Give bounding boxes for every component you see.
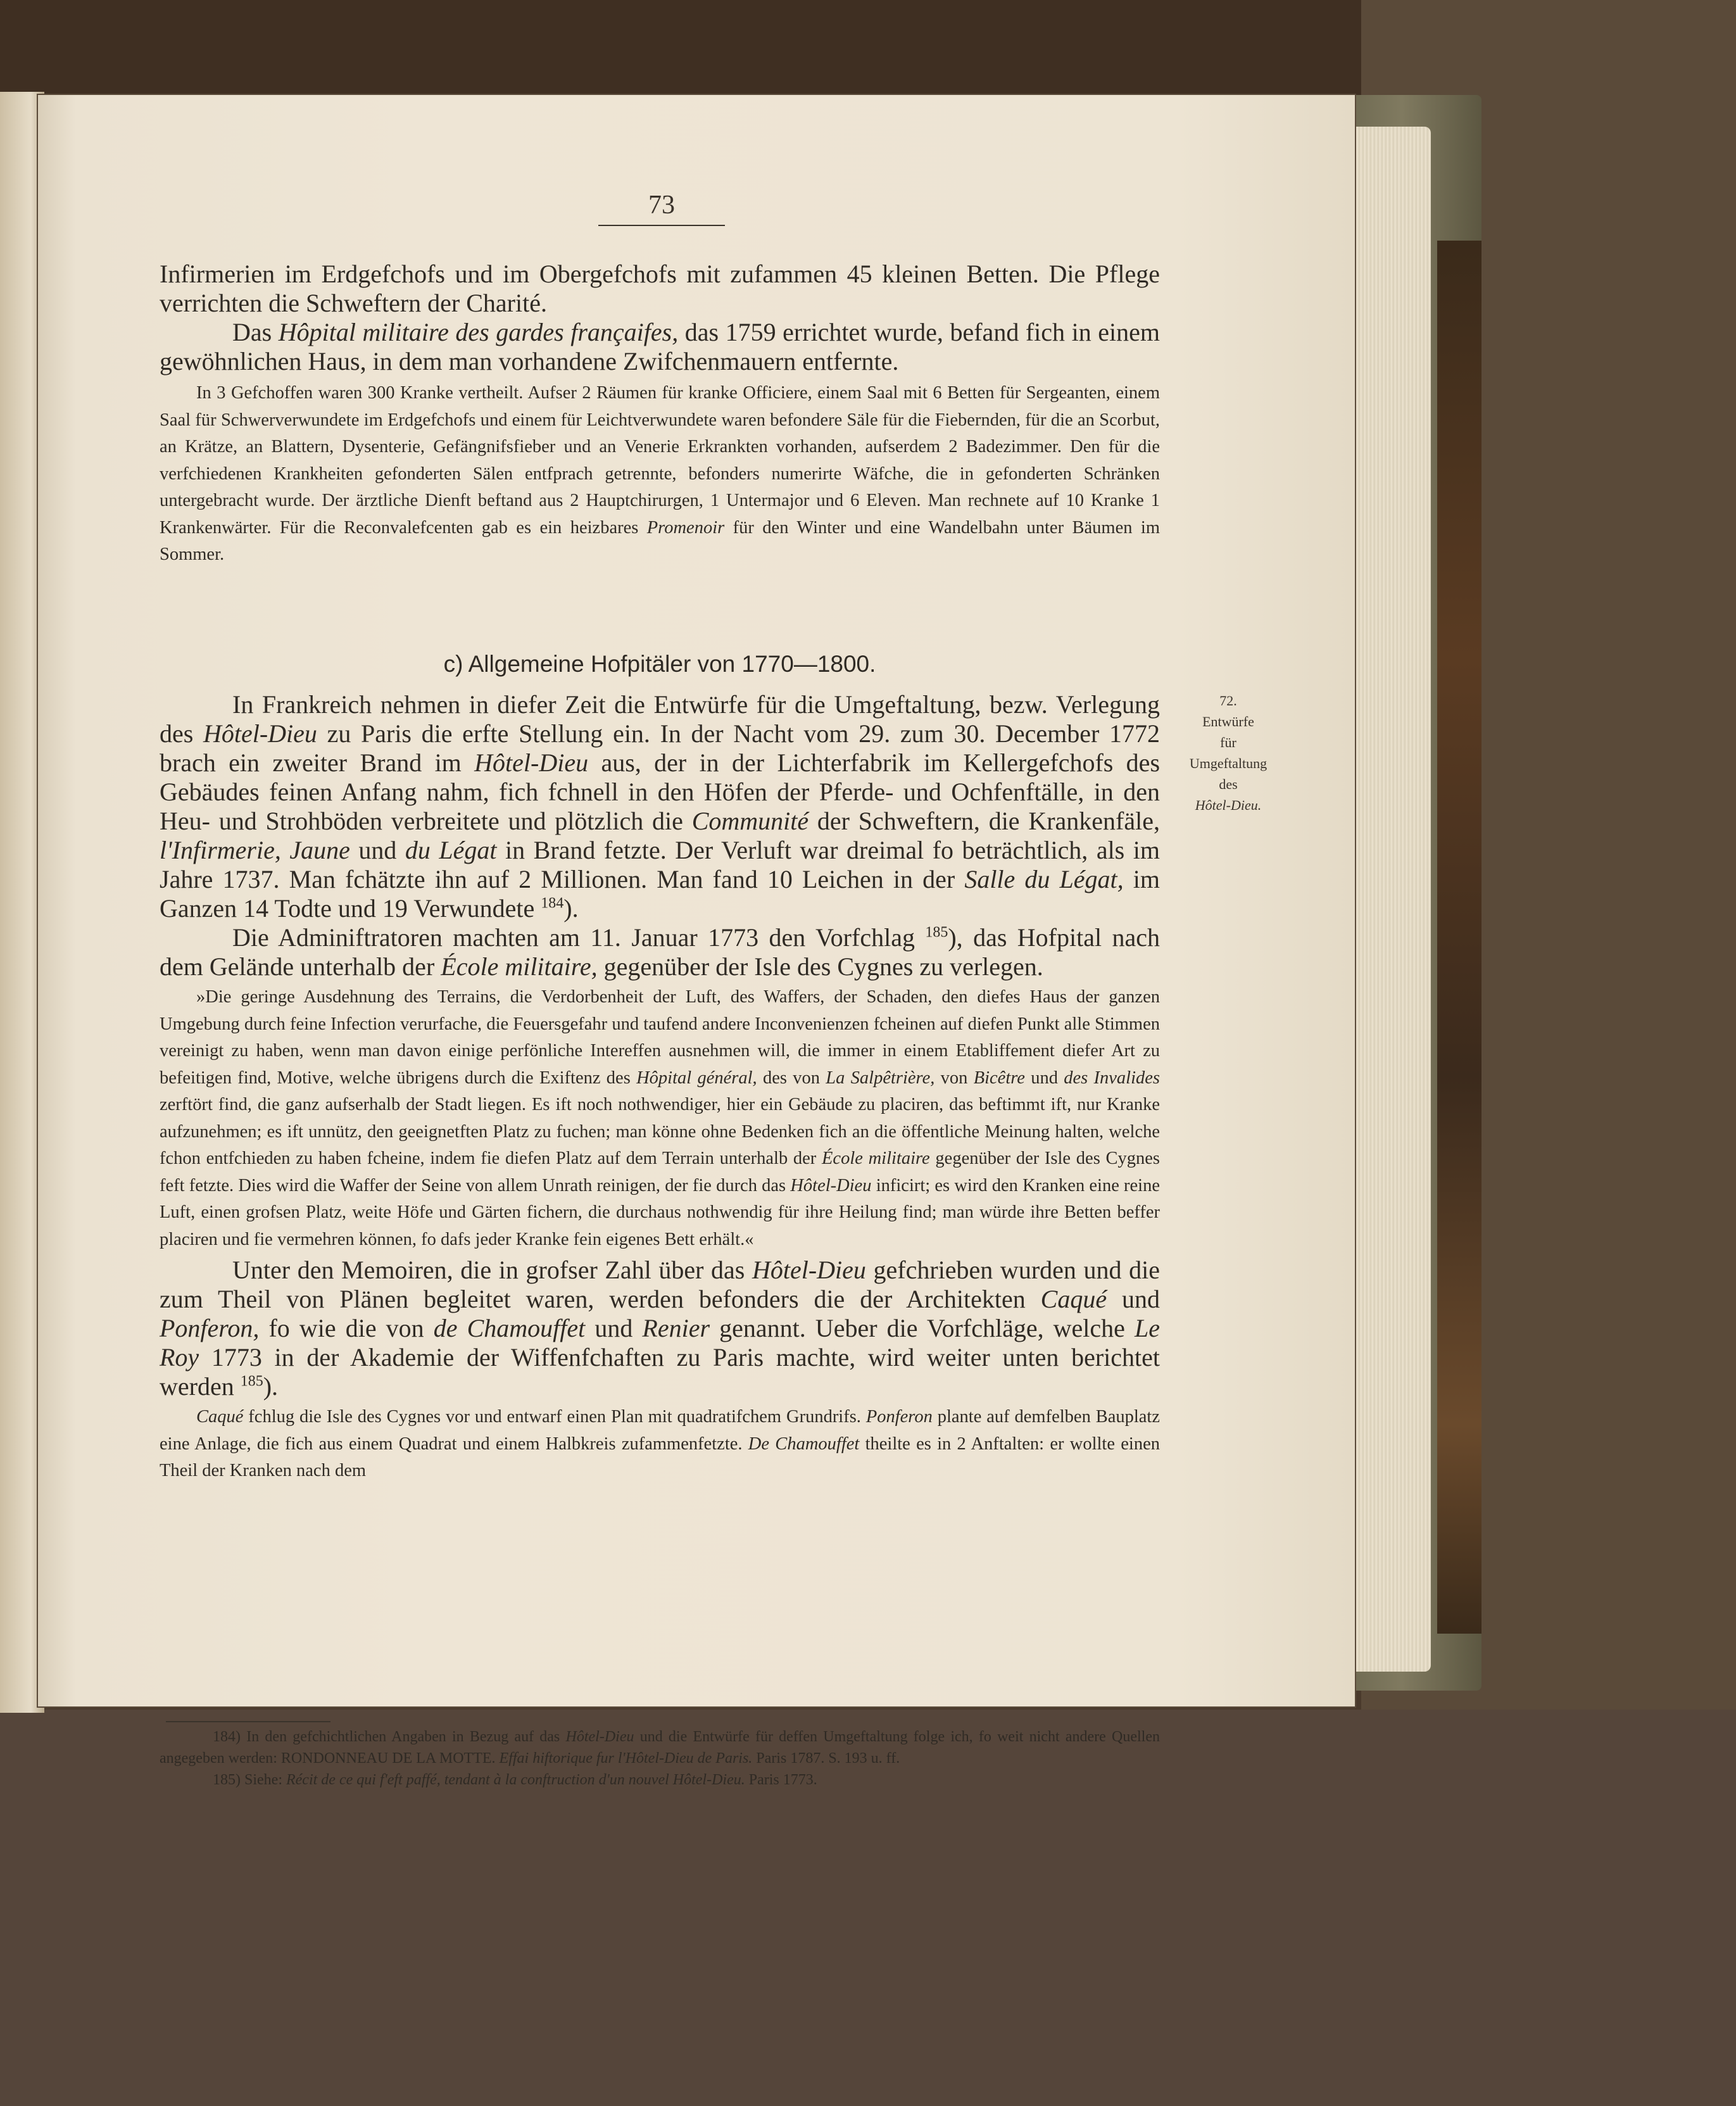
text-run: und	[1107, 1285, 1160, 1313]
small-paragraph-1-italic: Promenoir	[646, 517, 725, 538]
text-run: fchlug die Isle des Cygnes vor und entwarf einen Plan mit quadratifchem Grundrifs.	[243, 1407, 866, 1427]
footnote-ref: 184	[541, 895, 564, 912]
marginal-line: Entwürfe	[1202, 714, 1254, 729]
text-run: und	[1024, 1068, 1064, 1088]
page-number-rule	[598, 225, 725, 226]
small-paragraph-1-text: In 3 Gefchoffen waren 300 Kranke vertheilt. Aufser 2 Räumen für kranke Officiere, einem Saal mit 6 Betten für Sergeanten, einem Saal für Schwerverwundete im Erdgefchofs und einem für Leichtverwundete waren befondere Säle für die Fiebernden, für die an Scorbut, an Krätze, an Blattern, Dysenterie, Gefängnifsfieber und an Venerie Erkrankten vorhanden, aufserdem 2 Badezimmer. Den für die verfchiedenen Krankheiten gefonderten Sälen entfprach getrennte, befonders numerirte Wäfche, die in gefonderten Schränken untergebracht wurde. Der ärztliche Dienft beftand aus 2 Hauptchirurgen, 1 Untermajor und 6 Eleven. Man rechnete auf 10 Kranke 1 Krankenwärter. Für die Reconvalefcenten gab es ein heizbares	[160, 383, 1160, 538]
footnote-ref: 185	[925, 924, 948, 941]
text-run: fo wie die von	[259, 1314, 434, 1342]
italic-run: du Légat	[405, 836, 497, 864]
page-number: 73	[648, 191, 675, 220]
text-run: 184) In den gefchichtlichen Angaben in Bezug auf das	[213, 1729, 566, 1745]
text-run: zu Paris die erfte Stellung ein. In der Nacht vom 29. zum 30. December 1772 brach ein zweiter Brand im	[160, 719, 1160, 777]
text-run: plante auf demfelben Bauplatz eine Anlage, die fich aus einem Quadrat und einem Halbkreis zufammenfetzte.	[160, 1407, 1160, 1454]
italic-run: Hôtel-Dieu	[752, 1256, 866, 1284]
italic-run: Récit de ce qui f'eft paffé, tendant à la conftruction d'un nouvel Hôtel-Dieu.	[286, 1772, 745, 1788]
text-run: ), das Hofpital nach dem Gelände unterhalb der	[160, 923, 1160, 981]
italic-run: Ponferon,	[160, 1314, 260, 1342]
text-run: 1773 in der Akademie der Wiffenfchaften zu Paris machte, wird weiter unten berichtet werden	[160, 1343, 1160, 1401]
footnote-ref: 185	[240, 1373, 263, 1390]
footnote-rule	[166, 1721, 330, 1722]
italic-run: Ponferon	[865, 1407, 933, 1427]
text-run: und die Entwürfe für deffen Umgeftaltung folge ich, fo weit nicht andere Quellen angegeben werden: RONDONNEAU DE LA MOTTE.	[160, 1729, 1160, 1767]
text-block-top	[160, 260, 1160, 569]
italic-run: École militaire,	[441, 952, 598, 981]
italic-run: des Invalides	[1064, 1068, 1160, 1088]
text-run: aus, der in der Lichterfabrik im Kellergefchofs des Gebäudes feinen Anfang nahm, fich fchnell in den Höfen der Pferde- und Ochfenftälle, in den Heu- und Strohböden verbreitete und plötzlich die	[160, 748, 1160, 835]
italic-run: Hôtel-Dieu	[790, 1175, 872, 1195]
italic-run: Hôtel-Dieu	[565, 1729, 634, 1745]
marginal-line: des	[1219, 776, 1238, 792]
text-run: ).	[563, 894, 579, 923]
marginal-line: Hôtel-Dieu.	[1195, 797, 1262, 813]
text-run: der Schweftern, die Krankenfäle,	[808, 807, 1160, 835]
footnote-185	[160, 1769, 1160, 1791]
text-run: Die Adminiftratoren machten am 11. Januar 1773 den Vorfchlag	[232, 923, 926, 952]
paragraph-2	[160, 318, 1160, 376]
marginal-line: 72.	[1219, 693, 1237, 709]
text-run: Paris 1773.	[745, 1772, 817, 1788]
text-run: In Frankreich nehmen in diefer Zeit die Entwürfe für die Umgeftaltung, bezw. Verlegung des	[160, 690, 1160, 748]
italic-run: De Chamouffet	[748, 1434, 860, 1454]
paragraph-3	[160, 690, 1160, 923]
small-paragraph-1	[160, 380, 1160, 569]
page-stack-edges	[1342, 127, 1431, 1672]
paragraph-2-text: Das	[232, 318, 279, 346]
italic-run: de Chamouffet	[433, 1314, 586, 1342]
italic-run: Hôtel-Dieu	[203, 719, 317, 748]
italic-run: École militaire	[822, 1149, 930, 1168]
text-run: gegenüber der Isle des Cygnes feft fetzte. Dies wird die Waffer der Seine von allem Unrath reinigen, der fie durch das	[160, 1149, 1160, 1195]
italic-run: Bicêtre	[973, 1068, 1025, 1088]
marginal-line: für	[1220, 735, 1236, 750]
paragraph-1: Infirmerien im Erdgefchofs und im Obergefchofs mit zufammen 45 kleinen Betten. Die Pflege verrichten die Schweftern der Charité.	[160, 260, 1160, 317]
text-run: inficirt; es wird den Kranken eine reine Luft, einen grofsen Platz, weite Höfe und Gärten fichern, die durchaus nothwendig für ihre Heilung find; man würde ihre Betten beffer placiren und fie vermehren können, fo dafs jeder Kranke fein eigenes Bett erhält.«	[160, 1175, 1160, 1249]
text-run: gefchrieben wurden und die zum Theil von Plänen begleitet waren, werden befonders die der Architekten	[160, 1256, 1160, 1313]
text-run: des von	[757, 1068, 826, 1088]
text-run: zerftört find, die ganz aufserhalb der Stadt liegen. Es ift noch nothwendiger, hier ein Gebäude zu placiren, das beftimmt ift, nur Kranke aufzunehmen; es ift unnütz, den geeignetften Platz zu fuchen; man könne ohne Bedenken fich an die öffentliche Meinung halten, welche fchon entfchieden zu haben fcheine, indem fie diefen Platz auf dem Terrain unterhalb der	[160, 1095, 1160, 1168]
paragraph-2-italic: Hôpital militaire des gardes françaifes,	[278, 318, 679, 346]
text-run: gegenüber der Isle des Cygnes zu verlegen.	[597, 952, 1043, 981]
footnotes	[160, 1726, 1160, 1791]
italic-run: Communité	[691, 807, 809, 835]
italic-run: Le Roy	[160, 1314, 1160, 1371]
small-paragraph-3	[160, 1404, 1160, 1485]
text-run: genannt. Ueber die Vorfchläge, welche	[710, 1314, 1135, 1342]
italic-run: La Salpêtrière,	[826, 1068, 935, 1088]
text-run: Unter den Memoiren, die in grofser Zahl über das	[232, 1256, 752, 1284]
italic-run: Salle du Légat,	[964, 865, 1124, 893]
text-run: Paris 1787. S. 193 u. ff.	[752, 1750, 900, 1767]
section-heading: c) Allgemeine Hofpitäler von 1770—1800.	[443, 651, 876, 677]
italic-run: Caqué	[196, 1407, 244, 1427]
italic-run: Renier	[642, 1314, 710, 1342]
marginal-line: Umgeftaltung	[1189, 755, 1267, 771]
footnote-184	[160, 1726, 1160, 1769]
paragraph-5	[160, 1256, 1160, 1401]
italic-run: Effai hiftorique fur l'Hôtel-Dieu de Paris.	[499, 1750, 753, 1767]
text-run: 185) Siehe:	[213, 1772, 286, 1788]
text-block-main	[160, 690, 1160, 1485]
italic-run: Hôtel-Dieu	[474, 748, 589, 777]
paragraph-4	[160, 923, 1160, 981]
book-spine-edge	[1437, 241, 1481, 1634]
text-run: im Ganzen 14 Todte und 19 Verwundete	[160, 865, 1160, 923]
italic-run: Caqué	[1040, 1285, 1107, 1313]
text-run: »Die geringe Ausdehnung des Terrains, die Verdorbenheit der Luft, des Waffers, der Schaden, den diefes Haus der ganzen Umgebung durch feine Infection verurfache, die Feuersgefahr und taufend andere Inconvenienzen fcheinen auf diefen Punkt alle Stimmen vereinigt zu haben, wenn man davon einige perfönliche Intereffen ausnehmen will, die immer in einem Etabliffement diefer Art zu befeitigen find, Motive, welche übrigens durch die Exiftenz des	[160, 987, 1160, 1088]
text-run: und	[349, 836, 405, 864]
quotation-paragraph	[160, 984, 1160, 1253]
text-run: und	[585, 1314, 643, 1342]
text-run: von	[934, 1068, 974, 1088]
marginal-note	[1168, 690, 1288, 816]
paragraph-2-text-end: das 1759 errichtet wurde, befand fich in einem gewöhnlichen Haus, in dem man vorhandene Zwifchenmauern entfernte.	[160, 318, 1160, 375]
text-run: theilte es in 2 Anftalten: er wollte einen Theil der Kranken nach dem	[160, 1434, 1160, 1480]
italic-run: Hôpital général,	[636, 1068, 757, 1088]
small-paragraph-1-text-end: für den Winter und eine Wandelbahn unter Bäumen im Sommer.	[160, 517, 1160, 564]
text-run: in Brand fetzte. Der Verluft war dreimal fo beträchtlich, als im Jahre 1737. Man fchätzte ihn auf 2 Millionen. Man fand 10 Leichen in der	[160, 836, 1160, 893]
text-run: ).	[263, 1372, 279, 1401]
italic-run: l'Infirmerie, Jaune	[160, 836, 350, 864]
